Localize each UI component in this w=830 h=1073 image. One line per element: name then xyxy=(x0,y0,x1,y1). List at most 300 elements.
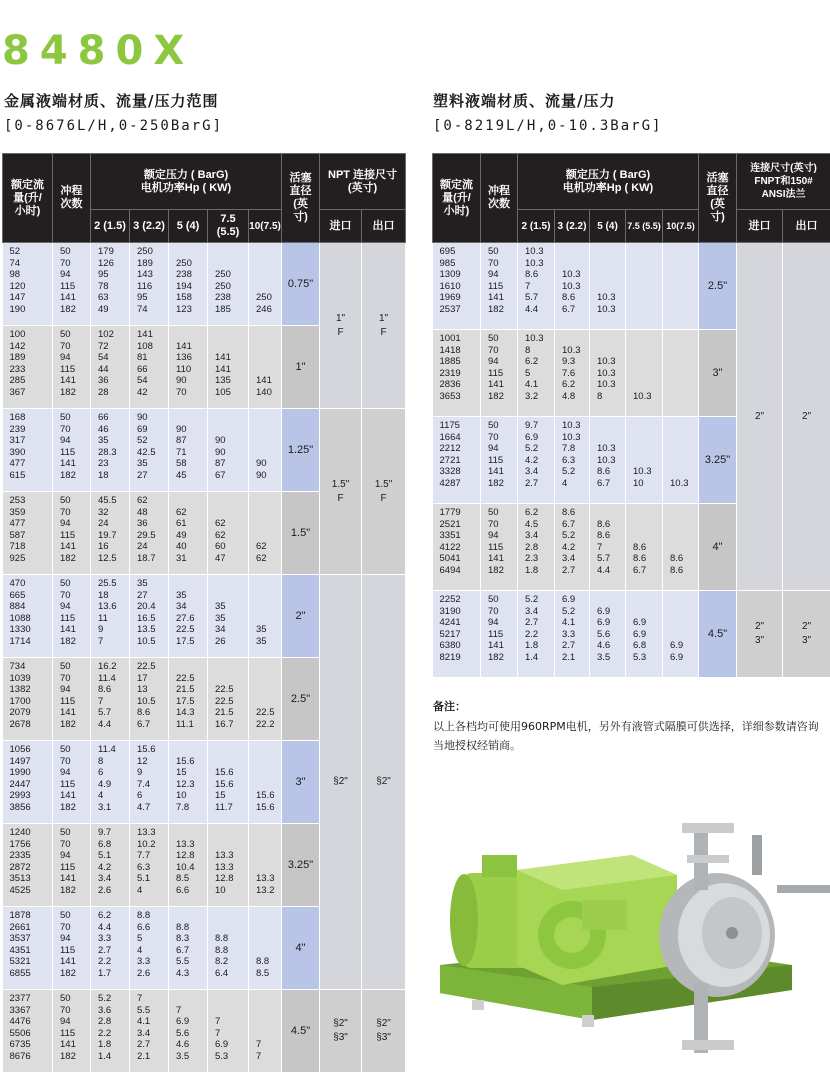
p1-cell xyxy=(518,591,555,678)
cell-value xyxy=(256,673,281,685)
cell-value: 13.6 xyxy=(98,601,129,613)
cell-value: 6.2 xyxy=(525,507,554,519)
cell-value xyxy=(256,352,281,364)
cell-value: 238 xyxy=(215,292,248,304)
p-col: 5 (4) xyxy=(590,210,626,243)
cell-value: 94 xyxy=(60,269,90,281)
p2-cell xyxy=(130,990,169,1073)
cell-value: 7 xyxy=(525,281,554,293)
cell-value: 66 xyxy=(98,412,129,424)
cell-value: 15 xyxy=(215,790,248,802)
cell-value: 8.6 xyxy=(525,269,554,281)
diameter-cell: 3.25" xyxy=(699,417,737,504)
cell-value: 29.5 xyxy=(137,530,168,542)
cell-value: 23 xyxy=(98,458,129,470)
cell-value: 250 xyxy=(256,292,281,304)
cell-value: 35 xyxy=(176,590,207,602)
cell-value: 3.5 xyxy=(176,1051,207,1063)
flow-cell xyxy=(3,741,53,824)
p1-cell xyxy=(518,504,555,591)
cell-value xyxy=(633,507,662,519)
connection-size-cell xyxy=(783,591,830,678)
cell-value: 1.4 xyxy=(98,1051,129,1063)
cell-value: 100 xyxy=(10,329,53,341)
cell-value: 14.3 xyxy=(176,707,207,719)
cell-value: 70 xyxy=(60,756,90,768)
diameter-cell: 1.25" xyxy=(282,409,320,492)
cell-value: 49 xyxy=(176,530,207,542)
cell-value: 141 xyxy=(256,375,281,387)
cell-value: 1969 xyxy=(440,292,481,304)
connection-size-value: §2" xyxy=(362,1017,405,1031)
cell-value xyxy=(176,246,207,258)
cell-value: 115 xyxy=(488,368,517,380)
right-range: [0-8219L/H,0-10.3BarG] xyxy=(433,118,662,134)
cell-value xyxy=(670,379,698,391)
cell-value: 6.6 xyxy=(137,922,168,934)
cell-value: 7 xyxy=(215,1028,248,1040)
cell-value: 50 xyxy=(60,744,90,756)
connection-size-cell xyxy=(737,243,783,591)
cell-value: 1.7 xyxy=(98,968,129,980)
cell-value: 15.6 xyxy=(176,756,207,768)
cell-value xyxy=(633,455,662,467)
cell-value: 5506 xyxy=(10,1028,53,1040)
cell-value xyxy=(215,578,248,590)
cell-value: 718 xyxy=(10,541,53,553)
p2-cell xyxy=(130,741,169,824)
diameter-cell: 2.5" xyxy=(282,658,320,741)
cell-value: 50 xyxy=(488,420,517,432)
cell-value xyxy=(215,329,248,341)
cell-value: 190 xyxy=(10,304,53,316)
cell-value: 6494 xyxy=(440,565,481,577)
cell-value: 182 xyxy=(60,802,90,814)
cell-value: 182 xyxy=(488,565,517,577)
cell-value xyxy=(670,246,698,258)
cell-value: 70 xyxy=(60,922,90,934)
flow-cell xyxy=(3,243,53,326)
cell-value: 1610 xyxy=(440,281,481,293)
p-col: 2 (1.5) xyxy=(91,210,130,243)
cell-value: 13 xyxy=(137,684,168,696)
cell-value: 115 xyxy=(60,281,90,293)
cell-value: 10.3 xyxy=(633,466,662,478)
p5-cell xyxy=(249,492,282,575)
cell-value: 62 xyxy=(215,530,248,542)
diameter-cell: 4.5" xyxy=(699,591,737,678)
cell-value xyxy=(215,756,248,768)
cell-value: 6.9 xyxy=(176,1016,207,1028)
cell-value: 5041 xyxy=(440,553,481,565)
cell-value: 7 xyxy=(98,696,129,708)
cell-value: 70 xyxy=(176,387,207,399)
cell-value: 477 xyxy=(10,458,53,470)
cell-value: 10.4 xyxy=(176,862,207,874)
cell-value: 8.6 xyxy=(597,519,625,531)
cell-value xyxy=(670,530,698,542)
cell-value: 3.4 xyxy=(562,553,589,565)
cell-value: 4.4 xyxy=(597,565,625,577)
inlet-header: 进口 xyxy=(737,210,783,243)
cell-value: 884 xyxy=(10,601,53,613)
cell-value: 182 xyxy=(60,304,90,316)
cell-value: 54 xyxy=(137,375,168,387)
cell-value: 102 xyxy=(98,329,129,341)
cell-value: 7 xyxy=(98,636,129,648)
connection-size-value: §2" xyxy=(320,775,361,789)
flow-header: 额定流量(升/小时) xyxy=(433,154,481,243)
cell-value xyxy=(256,933,281,945)
cell-value: 2079 xyxy=(10,707,53,719)
connection-size-value: 1" xyxy=(362,312,405,326)
cell-value xyxy=(633,519,662,531)
cell-value: 2721 xyxy=(440,455,481,467)
cell-value: 5.2 xyxy=(562,466,589,478)
p3-cell xyxy=(590,504,626,591)
cell-value: 90 xyxy=(256,470,281,482)
connection-size-cell xyxy=(737,591,783,678)
cell-value: 2.3 xyxy=(525,553,554,565)
p2-cell xyxy=(130,243,169,326)
diameter-cell: 4.5" xyxy=(282,990,320,1073)
p5-cell xyxy=(249,741,282,824)
cell-value: 34 xyxy=(215,624,248,636)
cell-value: 1878 xyxy=(10,910,53,922)
cell-value: 6.9 xyxy=(670,640,698,652)
cell-value xyxy=(670,420,698,432)
cell-value xyxy=(597,345,625,357)
cell-value: 1714 xyxy=(10,636,53,648)
cell-value: 7 xyxy=(256,1051,281,1063)
cell-value xyxy=(670,594,698,606)
cell-value: 116 xyxy=(137,281,168,293)
cell-value xyxy=(633,356,662,368)
cell-value: 285 xyxy=(10,375,53,387)
p-col: 2 (1.5) xyxy=(518,210,555,243)
cell-value: 10.3 xyxy=(562,269,589,281)
cell-value xyxy=(256,744,281,756)
p1-cell xyxy=(91,492,130,575)
cell-value xyxy=(633,368,662,380)
cell-value: 10.2 xyxy=(137,839,168,851)
spm-cell xyxy=(53,243,91,326)
cell-value: 141 xyxy=(60,375,90,387)
cell-value: 42.5 xyxy=(137,447,168,459)
cell-value: 7 xyxy=(215,1016,248,1028)
connection-size-value: 2" xyxy=(783,620,830,634)
cell-value: 6.6 xyxy=(176,885,207,897)
cell-value: 8 xyxy=(98,756,129,768)
cell-value: 141 xyxy=(60,956,90,968)
cell-value: 35 xyxy=(215,613,248,625)
p5-cell xyxy=(249,243,282,326)
cell-value: 141 xyxy=(60,707,90,719)
p3-cell xyxy=(590,591,626,678)
cell-value xyxy=(256,364,281,376)
cell-value: 22.5 xyxy=(137,661,168,673)
cell-value: 1.8 xyxy=(525,565,554,577)
cell-value: 10.3 xyxy=(597,356,625,368)
cell-value xyxy=(215,673,248,685)
cell-value: 141 xyxy=(488,292,517,304)
cell-value: 70 xyxy=(60,1005,90,1017)
cell-value: 1056 xyxy=(10,744,53,756)
cell-value: 4.7 xyxy=(137,802,168,814)
cell-value: 32 xyxy=(98,507,129,519)
cell-value: 4.1 xyxy=(137,1016,168,1028)
cell-value: 8.6 xyxy=(562,292,589,304)
cell-value: 10 xyxy=(215,885,248,897)
p4-cell xyxy=(208,326,249,409)
cell-value: 40 xyxy=(176,541,207,553)
cell-value: 13.3 xyxy=(137,827,168,839)
cell-value: 10 xyxy=(176,790,207,802)
cell-value xyxy=(256,684,281,696)
table-row-group xyxy=(3,990,406,1073)
cell-value: 8.6 xyxy=(633,553,662,565)
cell-value xyxy=(176,329,207,341)
cell-value: 115 xyxy=(60,447,90,459)
cell-value xyxy=(597,420,625,432)
diameter-cell: 1" xyxy=(282,326,320,409)
diameter-cell: 4" xyxy=(282,907,320,990)
cell-value: 3.4 xyxy=(525,466,554,478)
cell-value: 2252 xyxy=(440,594,481,606)
cell-value: 126 xyxy=(98,258,129,270)
p3-cell xyxy=(169,492,208,575)
p-col: 3 (2.2) xyxy=(555,210,590,243)
cell-value: 477 xyxy=(10,518,53,530)
cell-value xyxy=(256,696,281,708)
cell-value: 11.4 xyxy=(98,744,129,756)
cell-value xyxy=(256,269,281,281)
cell-value: 34 xyxy=(176,601,207,613)
cell-value xyxy=(256,530,281,542)
cell-value: 5217 xyxy=(440,629,481,641)
cell-value xyxy=(562,258,589,270)
cell-value: 2993 xyxy=(10,790,53,802)
cell-value: 70 xyxy=(60,673,90,685)
cell-value: 8.6 xyxy=(670,565,698,577)
cell-value: 4.4 xyxy=(525,304,554,316)
cell-value xyxy=(176,578,207,590)
p-col: 5 (4) xyxy=(169,210,208,243)
p2-cell xyxy=(555,243,590,330)
cell-value: 189 xyxy=(137,258,168,270)
cell-value: 26 xyxy=(215,636,248,648)
cell-value: 22.5 xyxy=(256,707,281,719)
cell-value: 3.4 xyxy=(525,530,554,542)
cell-value xyxy=(256,246,281,258)
cell-value xyxy=(670,269,698,281)
cell-value: 5.2 xyxy=(562,530,589,542)
connection-size-value: 2" xyxy=(783,410,830,424)
connection-size-value: §3" xyxy=(320,1031,361,1045)
flow-cell xyxy=(433,504,481,591)
p2-cell xyxy=(555,504,590,591)
cell-value: 8 xyxy=(525,345,554,357)
cell-value: 94 xyxy=(488,443,517,455)
cell-value: 8.6 xyxy=(98,684,129,696)
cell-value: 90 xyxy=(137,412,168,424)
cell-value xyxy=(670,368,698,380)
cell-value: 48 xyxy=(137,507,168,519)
spm-cell xyxy=(481,591,518,678)
cell-value: 2537 xyxy=(440,304,481,316)
cell-value: 17 xyxy=(137,673,168,685)
cell-value: 2.7 xyxy=(525,617,554,629)
cell-value: 250 xyxy=(215,269,248,281)
connection-size-cell xyxy=(783,243,830,591)
cell-value: 24 xyxy=(98,518,129,530)
cell-value xyxy=(633,333,662,345)
npt-header: NPT 连接尺寸 (英寸) xyxy=(320,154,406,210)
cell-value: 6735 xyxy=(10,1039,53,1051)
cell-value: 317 xyxy=(10,435,53,447)
cell-value: 8.6 xyxy=(137,707,168,719)
cell-value: 35 xyxy=(137,458,168,470)
spm-cell xyxy=(481,504,518,591)
cell-value: 141 xyxy=(60,873,90,885)
table-row-group xyxy=(433,591,830,678)
cell-value: 7 xyxy=(176,1005,207,1017)
cell-value: 182 xyxy=(60,885,90,897)
cell-value: 4.4 xyxy=(98,922,129,934)
cell-value: 21.5 xyxy=(215,707,248,719)
cell-value: 141 xyxy=(488,553,517,565)
cell-value xyxy=(633,345,662,357)
cell-value: 46 xyxy=(98,424,129,436)
cell-value: 69 xyxy=(137,424,168,436)
cell-value: 2.6 xyxy=(98,885,129,897)
cell-value xyxy=(670,617,698,629)
cell-value: 90 xyxy=(215,435,248,447)
cell-value: 7.8 xyxy=(176,802,207,814)
cell-value: 115 xyxy=(488,281,517,293)
cell-value: 50 xyxy=(488,246,517,258)
cell-value: 2.1 xyxy=(562,652,589,664)
cell-value xyxy=(256,507,281,519)
cell-value: 8676 xyxy=(10,1051,53,1063)
outlet-header: 出口 xyxy=(362,210,406,243)
cell-value xyxy=(215,495,248,507)
cell-value: 4 xyxy=(98,790,129,802)
cell-value: 4.3 xyxy=(176,968,207,980)
cell-value: 66 xyxy=(137,364,168,376)
cell-value: 22.5 xyxy=(215,696,248,708)
pressure-header: 额定压力 ( BarG) xyxy=(91,169,281,182)
cell-value: 62 xyxy=(256,541,281,553)
cell-value: 1309 xyxy=(440,269,481,281)
cell-value: 10.3 xyxy=(562,281,589,293)
connection-size-value: 1.5" xyxy=(320,478,361,492)
cell-value: 2872 xyxy=(10,862,53,874)
cell-value: 182 xyxy=(60,1051,90,1063)
right-subtitle: 塑料液端材质、流量/压力 xyxy=(433,90,615,111)
table-row-group xyxy=(433,243,830,330)
cell-value xyxy=(215,507,248,519)
flow-cell xyxy=(3,326,53,409)
cell-value xyxy=(670,345,698,357)
cell-value: 7 xyxy=(597,542,625,554)
cell-value: 2.1 xyxy=(137,1051,168,1063)
cell-value: 62 xyxy=(137,495,168,507)
strokes-header: 冲程次数 xyxy=(481,154,518,243)
cell-value: 3.1 xyxy=(98,802,129,814)
cell-value: 12.5 xyxy=(98,553,129,565)
cell-value: 13.3 xyxy=(215,850,248,862)
cell-value: 3367 xyxy=(10,1005,53,1017)
cell-value: 5.2 xyxy=(525,443,554,455)
cell-value xyxy=(176,744,207,756)
cell-value: 10.3 xyxy=(597,292,625,304)
cell-value: 50 xyxy=(60,329,90,341)
cell-value: 115 xyxy=(60,530,90,542)
cell-value: 1990 xyxy=(10,767,53,779)
cell-value: 61 xyxy=(176,518,207,530)
cell-value: 87 xyxy=(215,458,248,470)
cell-value: 141 xyxy=(215,352,248,364)
p5-cell xyxy=(663,330,699,417)
cell-value: 5.7 xyxy=(98,707,129,719)
cell-value: 141 xyxy=(60,790,90,802)
cell-value: 2.8 xyxy=(98,1016,129,1028)
cell-value: 4.5 xyxy=(525,519,554,531)
cell-value: 182 xyxy=(60,553,90,565)
cell-value: 50 xyxy=(60,578,90,590)
flow-cell xyxy=(3,907,53,990)
cell-value: 6 xyxy=(137,790,168,802)
cell-value: 70 xyxy=(60,507,90,519)
cell-value: 4 xyxy=(137,885,168,897)
strokes-header: 冲程次数 xyxy=(53,154,91,243)
cell-value xyxy=(670,542,698,554)
flow-cell xyxy=(3,990,53,1073)
cell-value: 44 xyxy=(98,364,129,376)
cell-value: 1001 xyxy=(440,333,481,345)
cell-value: 6.8 xyxy=(98,839,129,851)
cell-value: 52 xyxy=(137,435,168,447)
cell-value: 1497 xyxy=(10,756,53,768)
p1-cell xyxy=(91,326,130,409)
cell-value xyxy=(670,466,698,478)
cell-value: 6.7 xyxy=(176,945,207,957)
diameter-cell: 3" xyxy=(282,741,320,824)
p5-cell xyxy=(663,417,699,504)
cell-value: 8.2 xyxy=(215,956,248,968)
cell-value: 62 xyxy=(176,507,207,519)
cell-value: 141 xyxy=(60,624,90,636)
diameter-cell: 2.5" xyxy=(699,243,737,330)
cell-value: 8.3 xyxy=(176,933,207,945)
power-header: 电机功率Hp ( KW) xyxy=(518,182,698,195)
cell-value: 2377 xyxy=(10,993,53,1005)
cell-value xyxy=(256,827,281,839)
p5-cell xyxy=(249,409,282,492)
cell-value xyxy=(670,281,698,293)
connection-size-cell xyxy=(320,409,362,575)
cell-value xyxy=(633,606,662,618)
cell-value: 5.6 xyxy=(597,629,625,641)
cell-value: 120 xyxy=(10,281,53,293)
cell-value: 1.8 xyxy=(98,1039,129,1051)
p5-cell xyxy=(249,824,282,907)
cell-value xyxy=(256,578,281,590)
cell-value: 2.6 xyxy=(137,968,168,980)
cell-value: 10.3 xyxy=(670,478,698,490)
model-title: 8480X xyxy=(2,28,194,74)
